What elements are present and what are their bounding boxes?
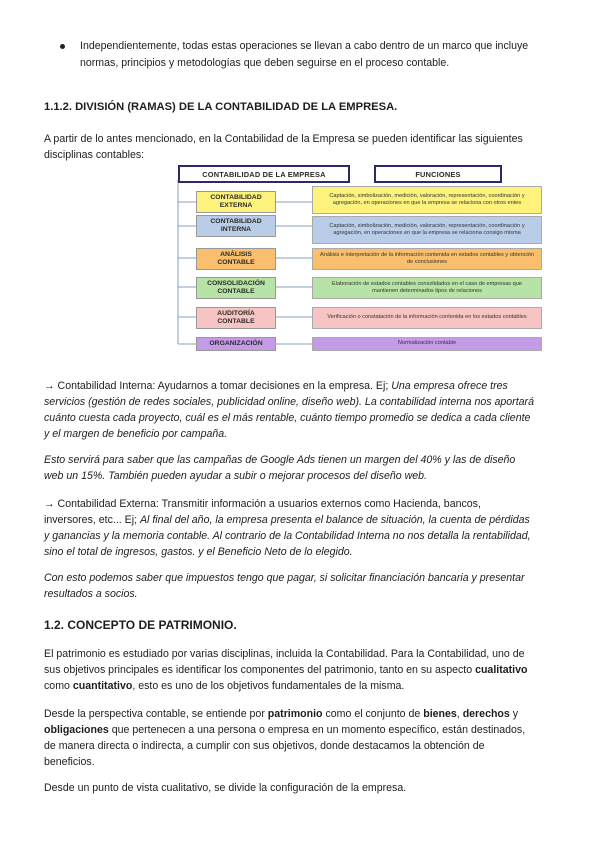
term-derechos: derechos xyxy=(462,708,510,720)
externa-line: → Contabilidad Externa: Transmitir información a usuarios externos como Hacienda, bancos, xyxy=(44,498,481,510)
function-analisis-contable: Análisis e interpretación de la información contenida en estados contables y obtención de conclusiones xyxy=(312,248,542,270)
patrimonio-line xyxy=(44,662,527,678)
branch-label: CONTABLE xyxy=(217,259,255,266)
intro-line: A partir de lo antes mencionado, en la Contabilidad de la Empresa se pueden identificar las siguientes xyxy=(44,133,523,145)
branch-contabilidad-interna xyxy=(196,215,276,237)
term-obligaciones: obligaciones xyxy=(44,724,109,736)
text: que pertenecen a una persona o empresa en un momento específico, están destinados, xyxy=(108,724,526,736)
branch-organizacion: ORGANIZACIÓN xyxy=(196,337,276,351)
section-heading: 1.2. CONCEPTO DE PATRIMONIO. xyxy=(44,618,237,632)
interna-line: Esto servirá para saber que las campañas de Google Ads tienen un margen del 40% y las de diseño xyxy=(44,454,516,466)
intro-line: disciplinas contables: xyxy=(44,149,145,161)
externa-line: resultados a socios. xyxy=(44,588,138,600)
externa-line: sino el total de ingresos, gastos. y el Beneficio Neto de lo elegido. xyxy=(44,546,353,558)
interna-text: → Contabilidad Interna: Ayudarnos a tomar decisiones en la empresa. Ej; xyxy=(44,380,392,392)
branch-label: CONTABILIDAD xyxy=(210,218,262,225)
function-contabilidad-externa: Captación, simbolización, medición, valoración, representación, coordinación y agregación, en operaciones en que la empresa se relaciona con otros entes xyxy=(312,186,542,214)
term-cualitativo: cualitativo xyxy=(475,664,528,676)
section-heading: 1.1.2. DIVISIÓN (RAMAS) DE LA CONTABILIDAD DE LA EMPRESA. xyxy=(44,101,398,113)
interna-line xyxy=(44,378,508,394)
interna-example: Una empresa ofrece tres xyxy=(391,380,508,392)
branch-label: AUDITORÍA xyxy=(217,310,255,317)
interna-line: web un 15%. También pueden ayudar a subir o mejorar procesos del diseño web. xyxy=(44,470,427,482)
branch-consolidacion-contable xyxy=(196,277,276,299)
branch-label: INTERNA xyxy=(220,226,252,233)
branch-label: CONTABLE xyxy=(217,318,255,325)
patrimonio-line xyxy=(44,678,404,694)
accounting-branches-diagram xyxy=(170,164,550,354)
externa-line: Con esto podemos saber que impuestos tengo que pagar, si solicitar financiación bancaria y presentar xyxy=(44,572,525,584)
externa-text: inversores, etc... Ej; xyxy=(44,514,140,526)
patrimonio-line: Desde un punto de vista cualitativo, se divide la configuración de la empresa. xyxy=(44,782,407,794)
text: y xyxy=(509,708,519,720)
text: sus objetivos principales es identificar los componentes del patrimonio, tanto en su aspecto xyxy=(44,664,476,676)
branch-label: CONTABILIDAD xyxy=(210,194,262,201)
diagram-header-left: CONTABILIDAD DE LA EMPRESA xyxy=(178,165,350,183)
bullet-dot xyxy=(60,44,65,49)
text: , esto es uno de los objetivos fundamentales de la misma. xyxy=(132,680,405,692)
patrimonio-line: El patrimonio es estudiado por varias disciplinas, incluida la Contabilidad. Para la Contabilidad, uno de xyxy=(44,648,525,660)
text: como xyxy=(44,680,73,692)
patrimonio-line: de manera directa o indirecta, a cumplir con sus objetivos, donde destacamos la obtención de xyxy=(44,740,485,752)
externa-example: Al final del año, la empresa presenta el balance de situación, la cuenta de pérdidas xyxy=(139,514,530,526)
bullet-line: Independientemente, todas estas operaciones se llevan a cabo dentro de un marco que incluye xyxy=(80,40,529,52)
branch-label: CONSOLIDACIÓN xyxy=(207,280,265,287)
text: Desde la perspectiva contable, se entiende por xyxy=(44,708,268,720)
function-contabilidad-interna: Captación, simbolización, medición, valoración, representación, coordinación y agregación, en operaciones en que la empresa se relaciona consigo misma xyxy=(312,216,542,244)
function-auditoria-contable: Verificación o constatación de la información contenida en los estados contables xyxy=(312,307,542,329)
branch-analisis-contable xyxy=(196,248,276,270)
bullet-line: normas, principios y metodologías que deben seguirse en el proceso contable. xyxy=(80,57,450,69)
patrimonio-line xyxy=(44,722,525,738)
interna-line: cuánto cuesta cada proyecto, cuál es el más rentable, cuánto tiempo promedio se dedica a cada cliente xyxy=(44,412,531,424)
term-patrimonio: patrimonio xyxy=(267,708,323,720)
interna-line: y el margen de beneficio por campaña. xyxy=(44,428,228,440)
patrimonio-line: beneficios. xyxy=(44,756,95,768)
branch-auditoria-contable xyxy=(196,307,276,329)
function-organizacion: Normalización contable xyxy=(312,337,542,351)
externa-line: y ganancias y la memoria contable. Al contrario de la Contabilidad Interna no nos detalla la rentabilidad, xyxy=(44,530,531,542)
text: como el conjunto de xyxy=(322,708,424,720)
text: , xyxy=(456,708,463,720)
interna-line: servicios (gestión de redes sociales, publicidad online, diseño web). La contabilidad interna nos aportará xyxy=(44,396,534,408)
branch-label: ANÁLISIS xyxy=(220,251,252,258)
diagram-header-right: FUNCIONES xyxy=(374,165,502,183)
term-cuantitativo: cuantitativo xyxy=(72,680,133,692)
term-bienes: bienes xyxy=(423,708,457,720)
patrimonio-line xyxy=(44,706,518,722)
function-consolidacion-contable: Elaboración de estados contables consolidados en el caso de empresas que mantienen determinados tipos de relaciones xyxy=(312,277,542,299)
branch-label: EXTERNA xyxy=(219,202,253,209)
externa-line xyxy=(44,512,530,528)
branch-label: CONTABLE xyxy=(217,288,255,295)
branch-contabilidad-externa xyxy=(196,191,276,213)
